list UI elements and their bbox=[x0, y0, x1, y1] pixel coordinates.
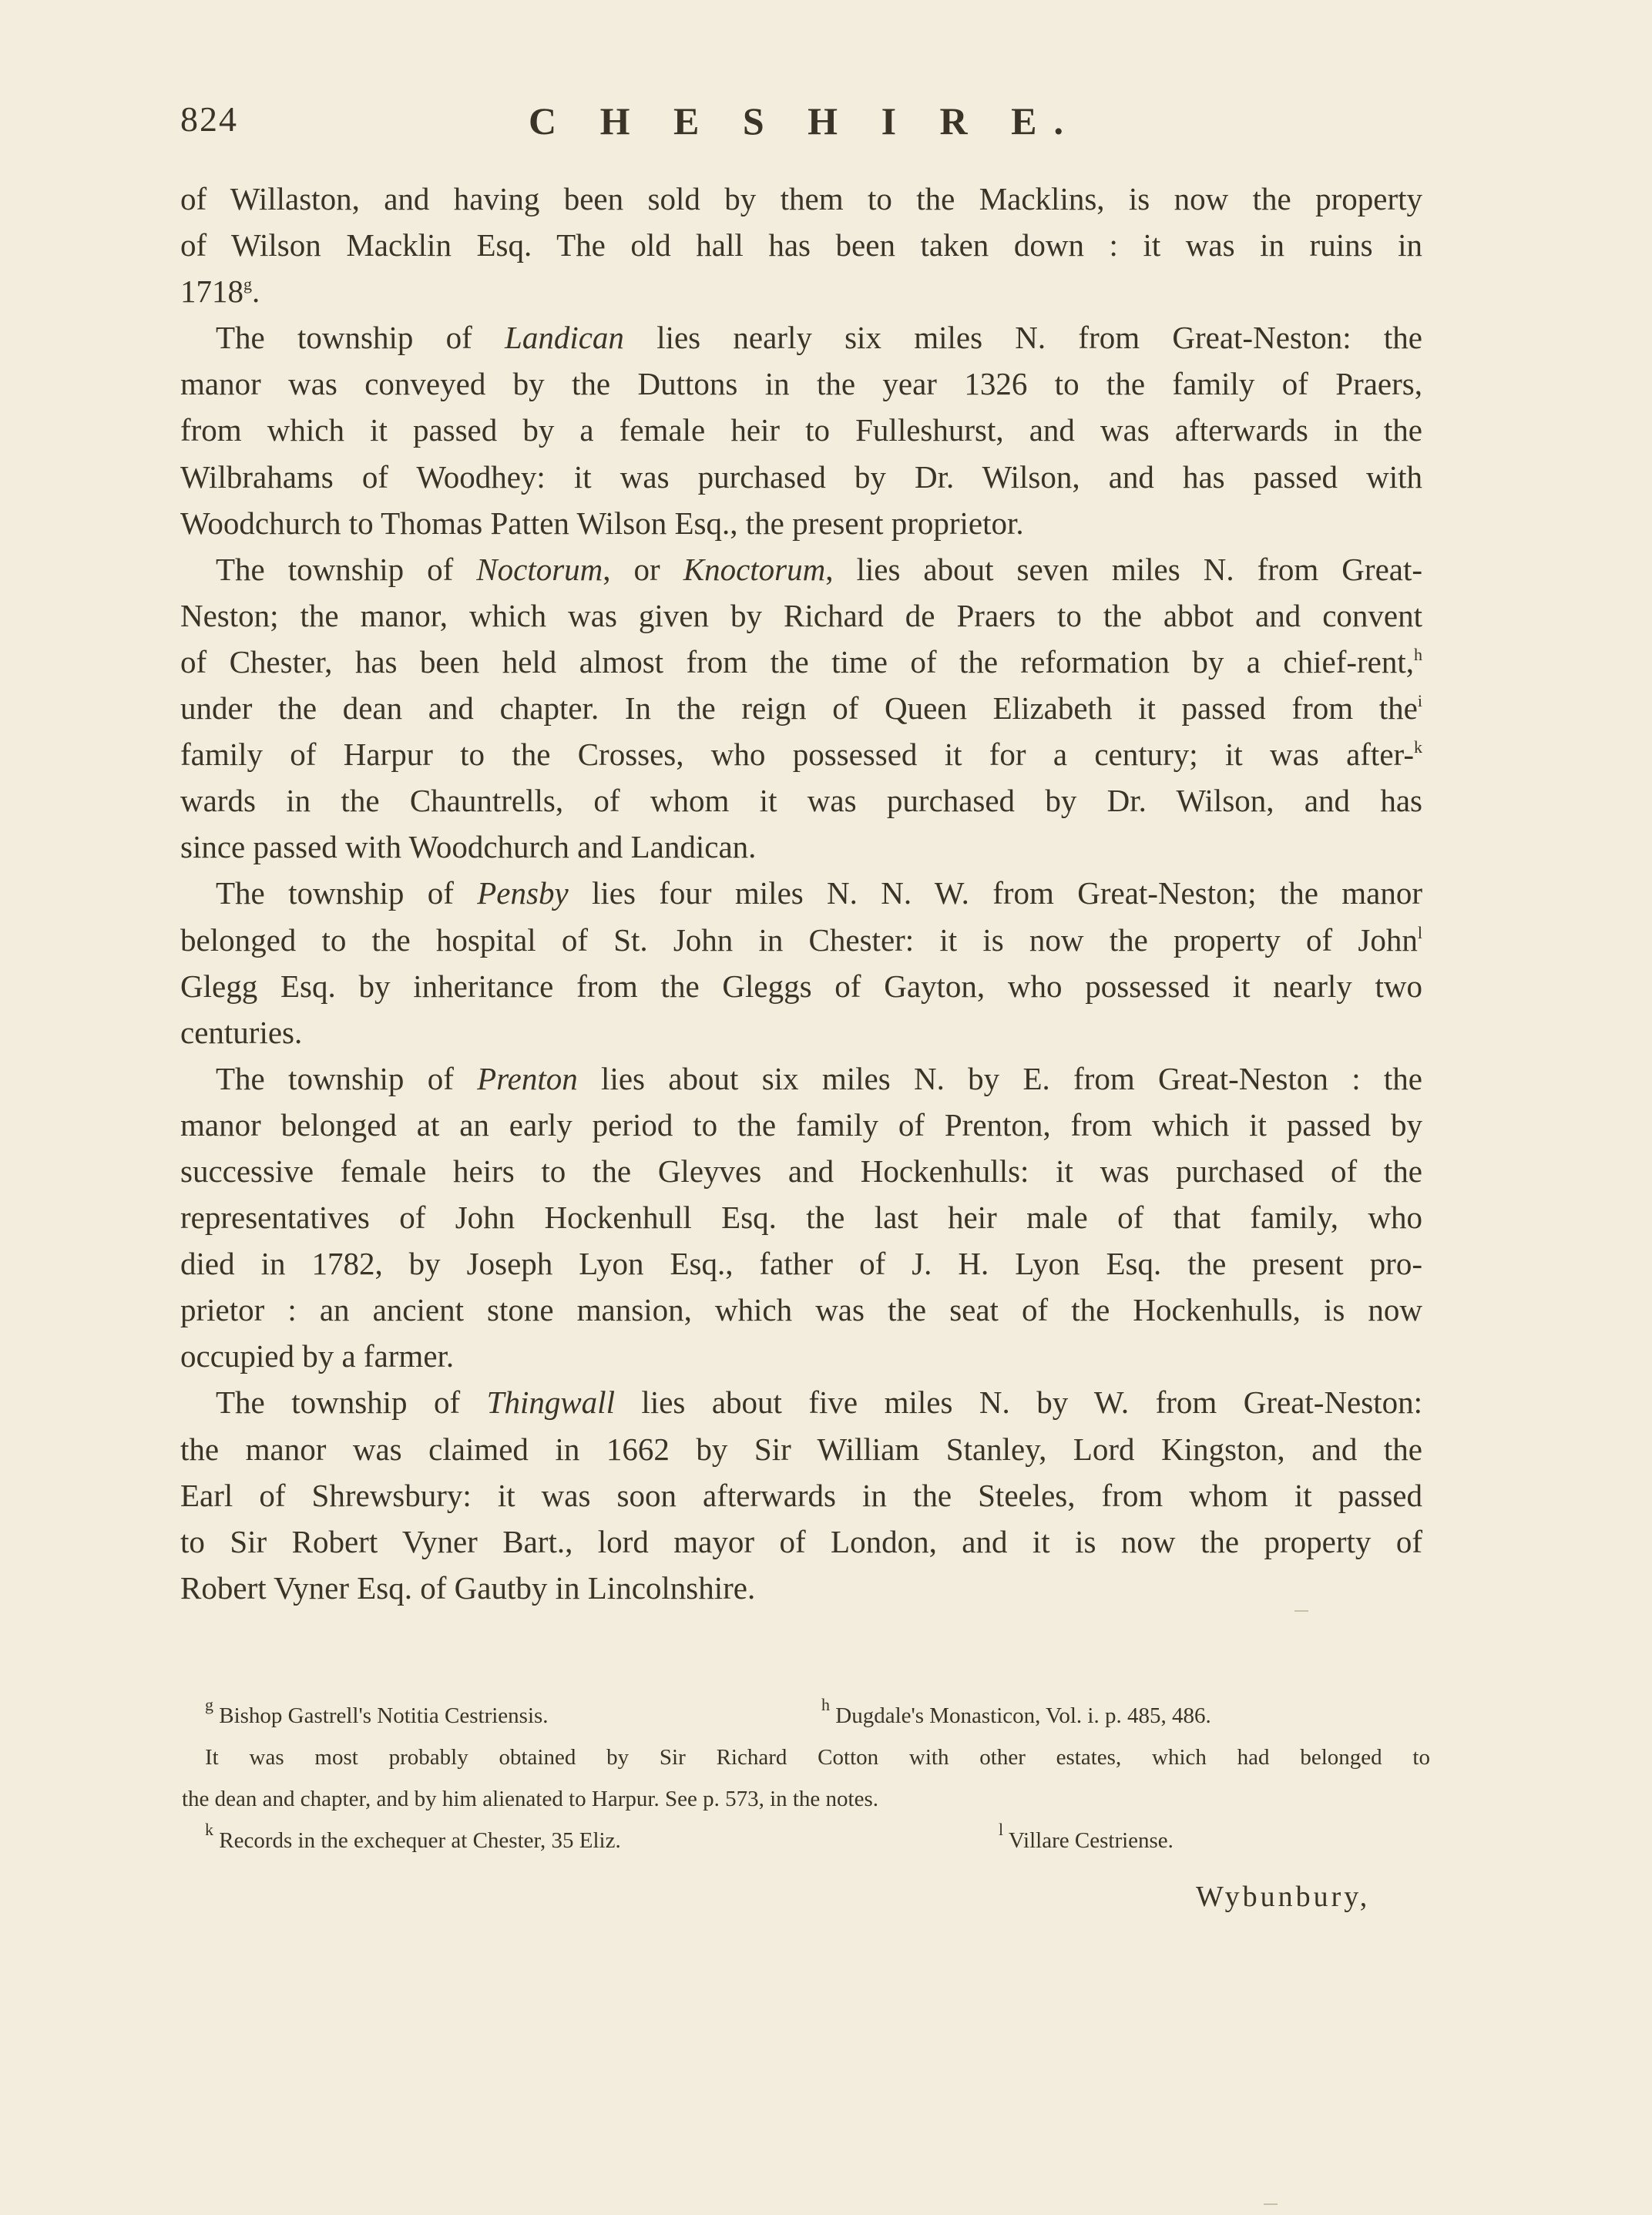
text-segment: belonged to the hospital of St. John in Chester: it is now the property of John bbox=[180, 921, 1418, 958]
text-line: since passed with Woodchurch and Landican. bbox=[180, 829, 757, 865]
footnote-text: Records in the exchequer at Chester, 35 Eliz. bbox=[219, 1828, 621, 1853]
body-text bbox=[180, 176, 1422, 1611]
footnote-mark-l: l bbox=[1417, 922, 1422, 942]
footnote-text: Dugdale's Monasticon, Vol. i. p. 485, 486. bbox=[835, 1703, 1211, 1728]
text-segment: family of Harpur to the Crosses, who possessed it for a century; it was after- bbox=[180, 737, 1414, 773]
text-line bbox=[180, 731, 1422, 777]
text-line bbox=[180, 917, 1422, 963]
text-line: to Sir Robert Vyner Bart., lord mayor of London, and it is now the property of bbox=[180, 1523, 1422, 1559]
text-segment: under the dean and chapter. In the reign of Queen Elizabeth it passed from the bbox=[180, 690, 1418, 727]
year-1718: 1718 bbox=[180, 274, 243, 310]
running-head bbox=[180, 99, 1429, 145]
footnote-h bbox=[821, 1695, 1211, 1737]
text-line: prietor : an ancient stone mansion, which was the seat of the Hockenhulls, is now bbox=[180, 1292, 1422, 1328]
paper-speck bbox=[1294, 1610, 1308, 1612]
footnote-row bbox=[182, 1820, 1430, 1861]
page-number: 824 bbox=[180, 99, 238, 139]
text-line: successive female heirs to the Gleyves and Hockenhulls: it was purchased of the bbox=[180, 1153, 1422, 1189]
footnote-row bbox=[182, 1695, 1430, 1737]
footnote-label-k: k bbox=[205, 1820, 213, 1839]
text-line: Wilbrahams of Woodhey: it was purchased by Dr. Wilson, and has passed with bbox=[180, 458, 1422, 495]
text-line: of Wilson Macklin Esq. The old hall has been taken down : it was in ruins in bbox=[180, 227, 1422, 263]
footnote-label-h: h bbox=[821, 1695, 830, 1714]
text-line: Robert Vyner Esq. of Gautby in Lincolnshire. bbox=[180, 1569, 756, 1606]
text-line: died in 1782, by Joseph Lyon Esq., father of J. H. Lyon Esq. the present pro- bbox=[180, 1246, 1422, 1282]
footnote-label-g: g bbox=[205, 1695, 213, 1714]
text-line bbox=[180, 685, 1422, 731]
text-line: The township of Prenton lies about six miles N. by E. from Great-Neston : the bbox=[216, 1060, 1422, 1096]
paper-speck bbox=[1264, 2203, 1278, 2205]
footnote-i-continued bbox=[182, 1778, 1430, 1820]
catchword: Wybunbury, bbox=[1196, 1881, 1371, 1913]
footnote-i bbox=[182, 1737, 1430, 1778]
text-line: Woodchurch to Thomas Patten Wilson Esq., the present proprietor. bbox=[180, 505, 1024, 541]
text-line: of Willaston, and having been sold by them to the Macklins, is now the property bbox=[180, 181, 1422, 216]
footnote-g bbox=[205, 1695, 549, 1737]
text-line: centuries. bbox=[180, 1014, 303, 1050]
text-line: manor was conveyed by the Duttons in the year 1326 to the family of Praers, bbox=[180, 366, 1422, 402]
text-line: manor belonged at an early period to the family of Prenton, from which it passed by bbox=[180, 1106, 1422, 1143]
footnote-text: the dean and chapter, and by him alienated to Harpur. See p. 573, in the notes. bbox=[182, 1787, 879, 1811]
footnote-mark-i: i bbox=[1417, 691, 1422, 711]
text-segment: of Chester, has been held almost from the time of the reformation by a chief-rent, bbox=[180, 643, 1414, 680]
text-line: The township of Pensby lies four miles N. N. W. from Great-Neston; the manor bbox=[216, 875, 1422, 911]
footnote-text: Villare Cestriense. bbox=[1008, 1828, 1174, 1853]
text-line: Glegg Esq. by inheritance from the Gleggs of Gayton, who possessed it nearly two bbox=[180, 968, 1422, 1004]
text-line bbox=[180, 639, 1422, 685]
text-line: Earl of Shrewsbury: it was soon afterwards in the Steeles, from whom it passed bbox=[180, 1477, 1422, 1513]
text-line: Neston; the manor, which was given by Richard de Praers to the abbot and convent bbox=[180, 597, 1422, 633]
text-line: 1718$^g$. bbox=[180, 274, 260, 310]
text-line: The township of Landican lies nearly six miles N. from Great-Neston: the bbox=[216, 320, 1422, 356]
footnote-k bbox=[205, 1820, 621, 1861]
footnote-text: It was most probably obtained by Sir Richard Cotton with other estates, which had belonged to bbox=[205, 1745, 1430, 1770]
footnote-l bbox=[999, 1820, 1174, 1861]
footnote-label-l: l bbox=[999, 1820, 1004, 1839]
text-line: wards in the Chauntrells, of whom it was purchased by Dr. Wilson, and has bbox=[180, 783, 1422, 819]
footnote-mark-h: h bbox=[1414, 644, 1422, 664]
text-line: occupied by a farmer. bbox=[180, 1338, 455, 1374]
text-line: representatives of John Hockenhull Esq. the last heir male of that family, who bbox=[180, 1200, 1422, 1236]
footnotes bbox=[182, 1695, 1430, 1861]
footnote-mark-g: g bbox=[243, 274, 252, 294]
text-line: The township of Thingwall lies about five miles N. by W. from Great-Neston: bbox=[216, 1384, 1422, 1421]
text-line: the manor was claimed in 1662 by Sir William Stanley, Lord Kingston, and the bbox=[180, 1431, 1422, 1467]
running-title: C H E S H I R E. bbox=[529, 99, 1080, 143]
footnote-text: Bishop Gastrell's Notitia Cestriensis. bbox=[219, 1703, 549, 1728]
footnote-mark-k: k bbox=[1414, 737, 1422, 757]
text-line: from which it passed by a female heir to Fulleshurst, and was afterwards in the bbox=[180, 412, 1422, 448]
text-line: The township of Noctorum, or Knoctorum, lies about seven miles N. from Great- bbox=[216, 551, 1423, 587]
